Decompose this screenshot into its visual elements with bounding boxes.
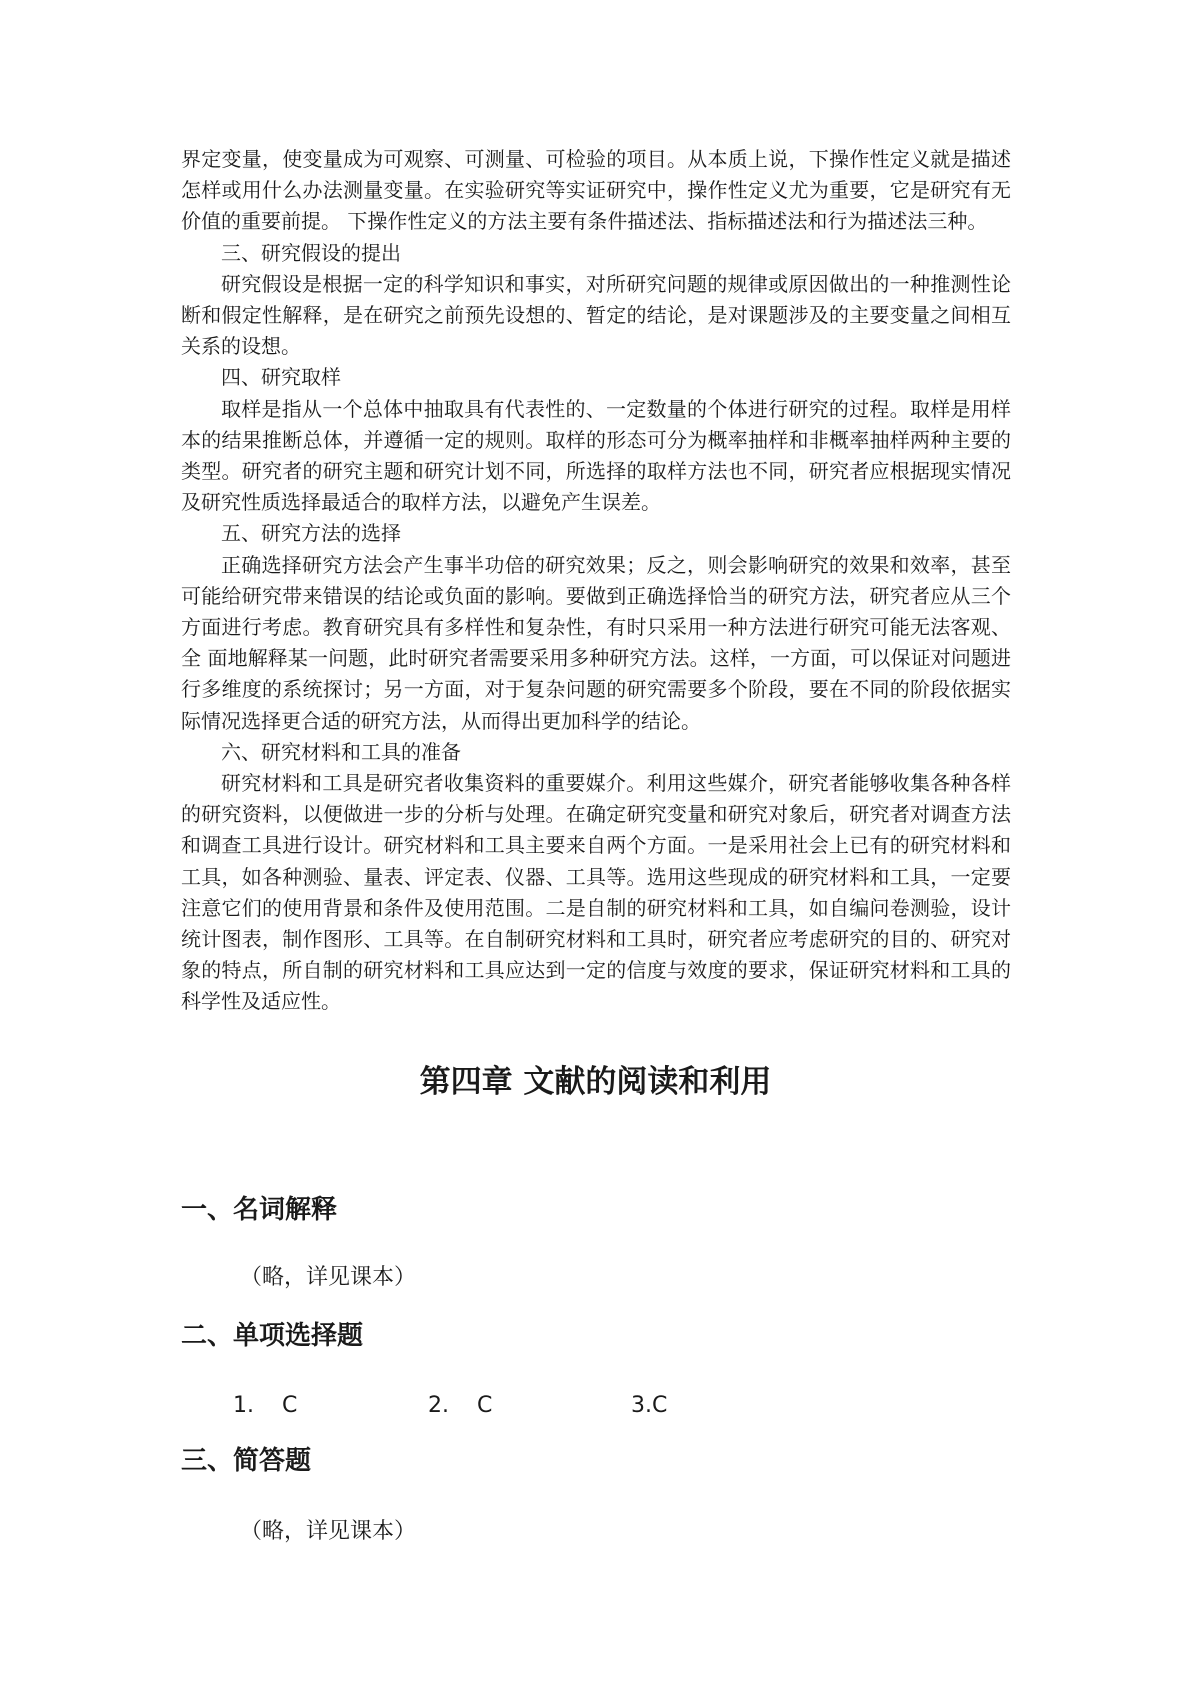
section-heading-hypothesis: 三、研究假设的提出 — [221, 240, 401, 265]
section-heading-materials: 六、研究材料和工具的准备 — [221, 739, 461, 764]
answer-item-2: 2. C — [428, 1393, 493, 1418]
answer-term-explanation: （略，详见课本） — [240, 1265, 417, 1290]
paragraph-operational-definition: 界定变量，使变量成为可观察、可测量、可检验的项目。从本质上说，下操作性定义就是描述怎样或用什么办法测量变量。在实验研究等实证研究中，操作性定义尤为重要，它是研究有无价值的重要前提。 下操作性定义的方法主要有条件描述法、指标描述法和行为描述法三种。 — [181, 147, 1011, 234]
section-heading-method: 五、研究方法的选择 — [221, 521, 401, 546]
answer-item-3: 3.C — [631, 1393, 668, 1418]
chapter-title: 第四章 文献的阅读和利用 — [419, 1064, 772, 1100]
answer-item-1: 1. C — [233, 1393, 298, 1418]
heading-short-answer: 三、简答题 — [181, 1446, 312, 1476]
body-text — [181, 144, 1011, 1018]
heading-term-explanation: 一、名词解释 — [181, 1195, 338, 1225]
section-heading-sampling: 四、研究取样 — [221, 365, 341, 390]
paragraph-hypothesis: 研究假设是根据一定的科学知识和事实，对所研究问题的规律或原因做出的一种推测性论断和假定性解释，是在研究之前预先设想的、暂定的结论，是对课题涉及的主要变量之间相互关系的设想。 — [181, 271, 1011, 359]
paragraph-materials: 研究材料和工具是研究者收集资料的重要媒介。利用这些媒介，研究者能够收集各种各样的研究资料，以便做进一步的分析与处理。在确定研究变量和研究对象后，研究者对调查方法和调查工具进行设计。研究材料和工具主要来自两个方面。一是采用社会上已有的研究材料和工具，如各种测验、量表、评定表、仪器、工具等。选用这些现成的研究材料和工具，一定要注意它们的使用背景和条件及使用范围。二是自制的研究材料和工具，如自编问卷测验，设计统计图表，制作图形、工具等。在自制研究材料和工具时，研究者应考虑研究的目的、研究对象的特点，所自制的研究材料和工具应达到一定的信度与效度的要求，保证研究材料和工具的科学性及适应性。 — [181, 771, 1011, 1014]
paragraph-sampling: 取样是指从一个总体中抽取具有代表性的、一定数量的个体进行研究的过程。取样是用样本的结果推断总体，并遵循一定的规则。取样的形态可分为概率抽样和非概率抽样两种主要的类型。研究者的研究主题和研究计划不同，所选择的取样方法也不同，研究者应根据现实情况及研究性质选择最适合的取样方法，以避免产生误差。 — [181, 396, 1011, 515]
single-choice-answers — [0, 1390, 1191, 1422]
heading-single-choice: 二、单项选择题 — [181, 1321, 364, 1351]
paragraph-method: 正确选择研究方法会产生事半功倍的研究效果；反之，则会影响研究的效果和效率，甚至可能给研究带来错误的结论或负面的影响。要做到正确选择恰当的研究方法，研究者应从三个方面进行考虑。教育研究具有多样性和复杂性，有时只采用一种方法进行研究可能无法客观、全 面地解释某一问题，此时研究者需要采用多种研究方法。这样，一方面，可以保证对问题进行多维度的系统探讨；另一方面，对于复杂问题的研究需要多个阶段，要在不同的阶段依据实际情况选择更合适的研究方法，从而得出更加科学的结论。 — [181, 552, 1011, 733]
answer-short-answer: （略，详见课本） — [240, 1519, 417, 1544]
